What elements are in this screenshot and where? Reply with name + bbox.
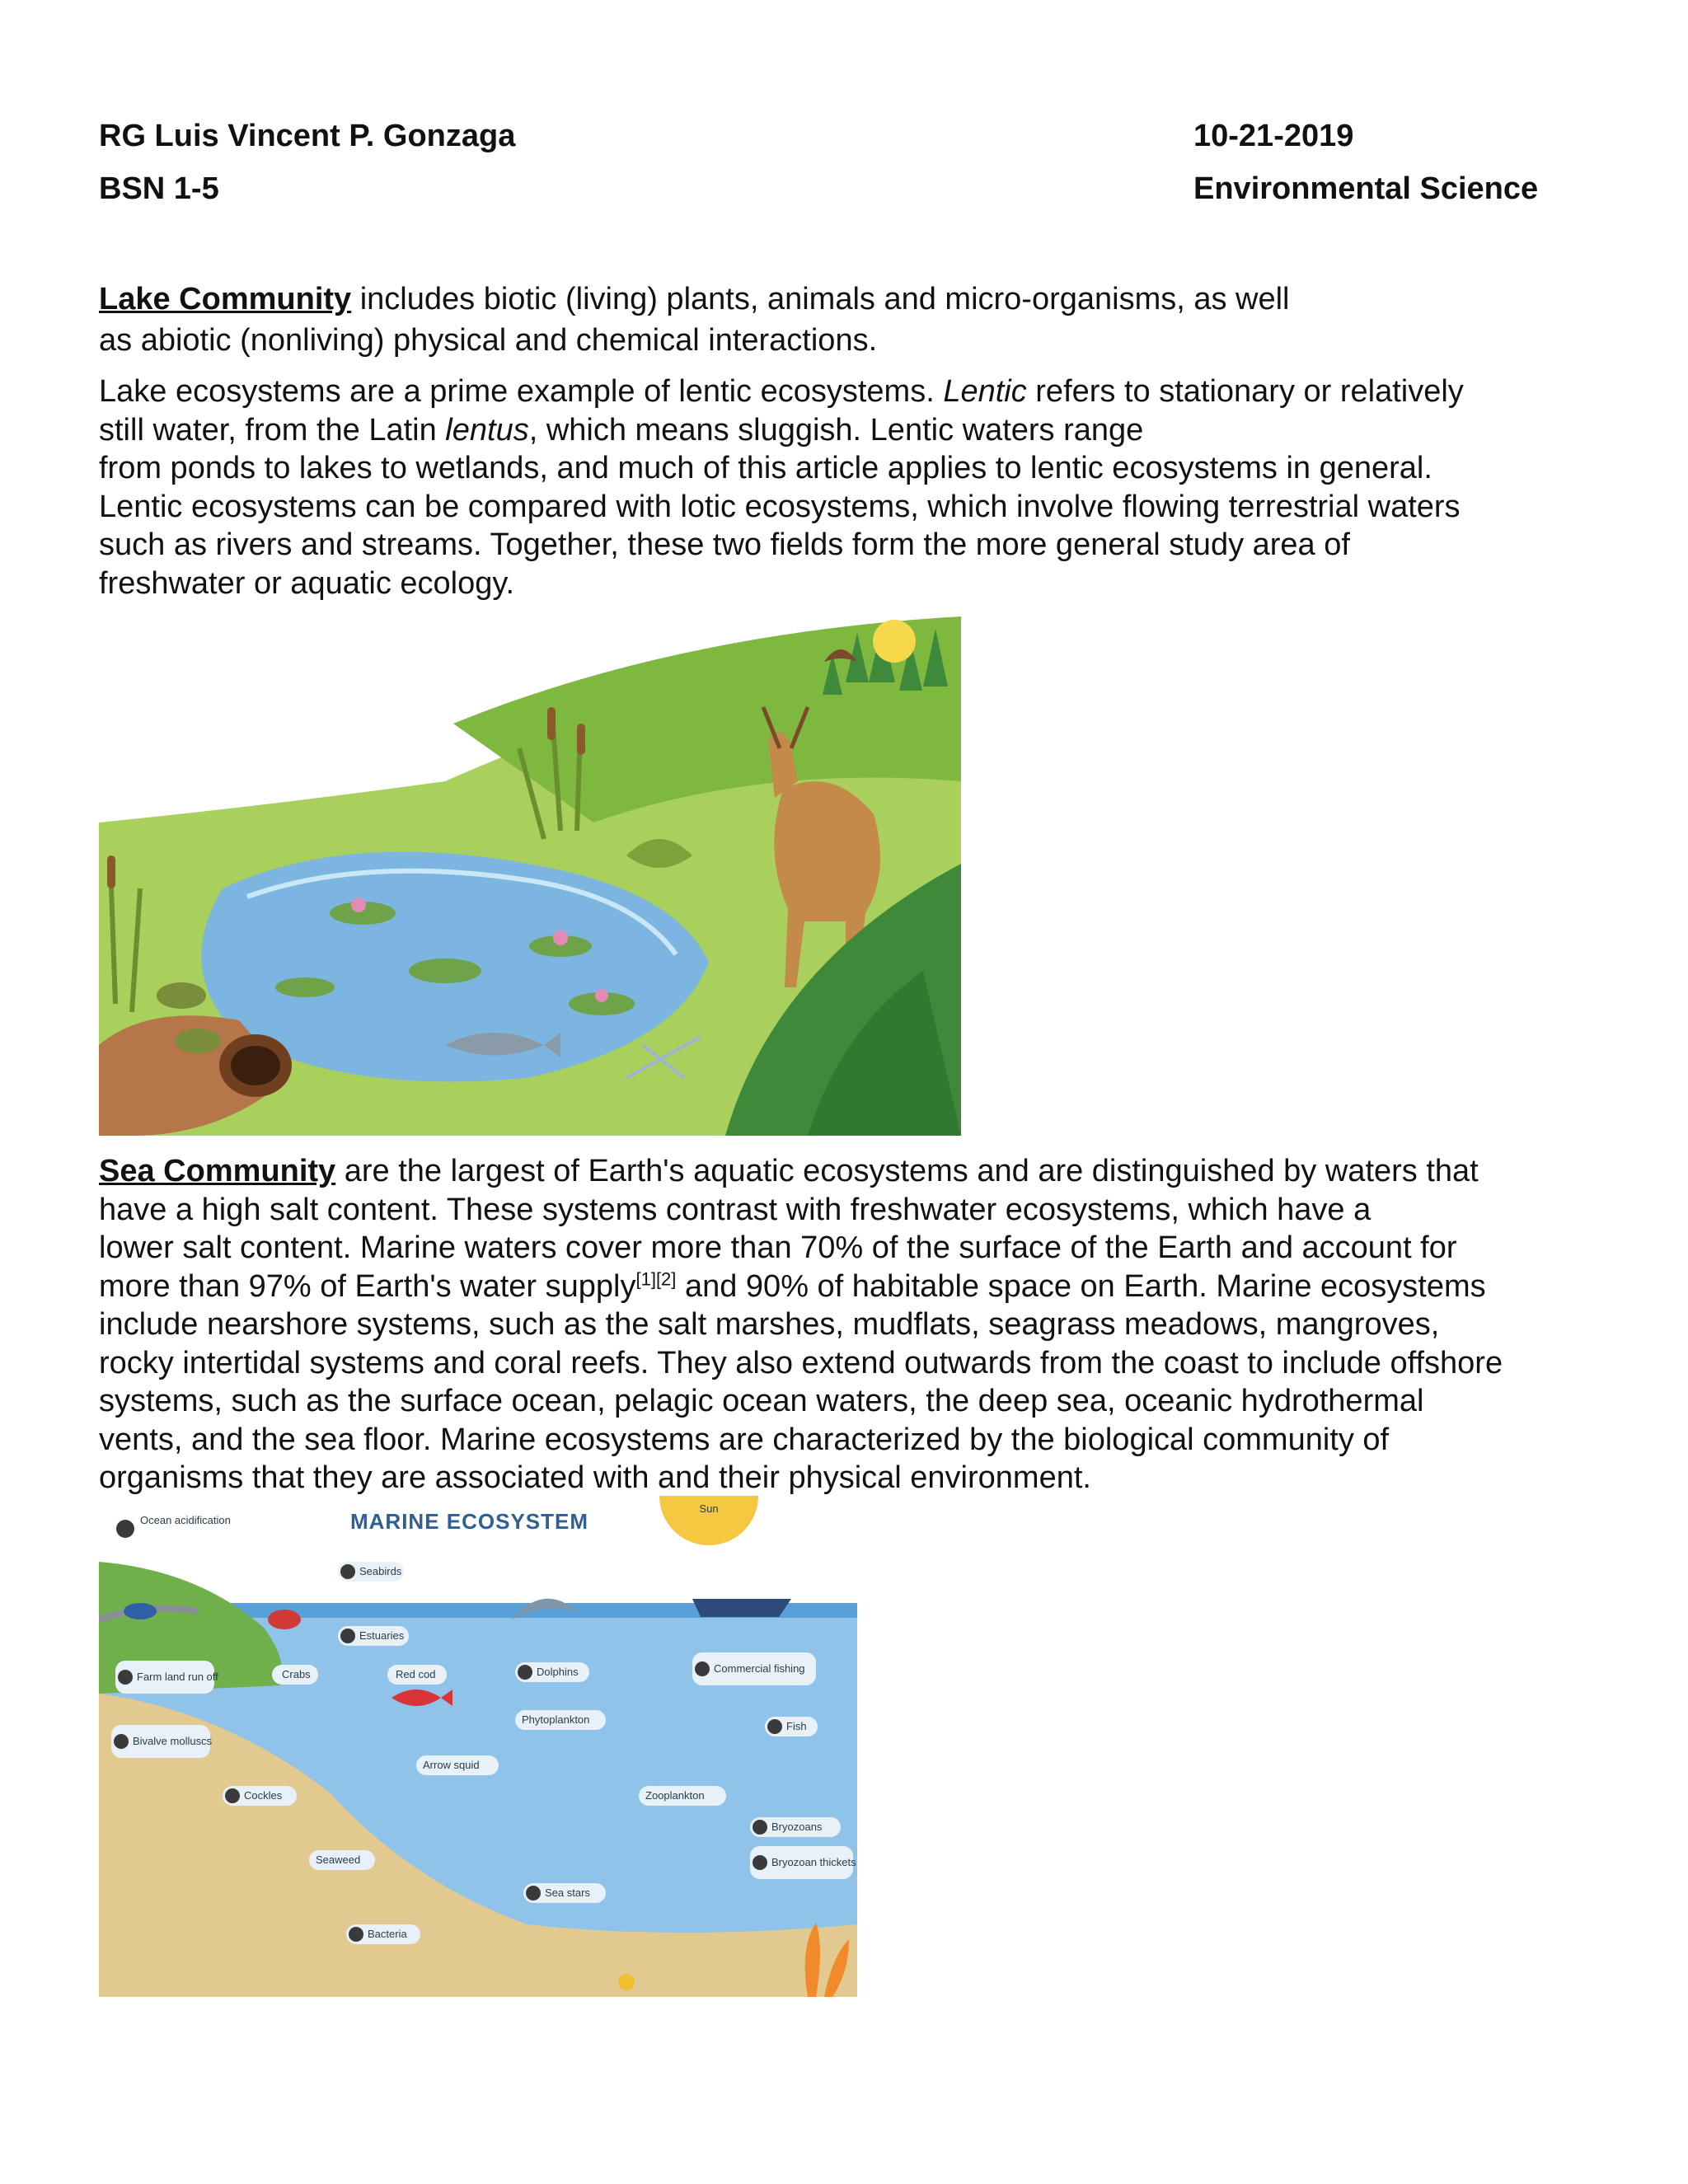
seaweed-label bbox=[309, 1850, 375, 1870]
fish-label bbox=[765, 1717, 818, 1736]
text-line bbox=[99, 1268, 1599, 1306]
text-line: freshwater or aquatic ecology. bbox=[99, 565, 515, 601]
sea-stars-label bbox=[523, 1883, 606, 1903]
text-line bbox=[99, 411, 1599, 450]
svg-text:Phytoplankton: Phytoplankton bbox=[522, 1713, 590, 1726]
svg-text:Ocean acidification: Ocean acidification bbox=[140, 1514, 231, 1526]
red-cod-label bbox=[387, 1665, 447, 1685]
svg-text:Dolphins: Dolphins bbox=[537, 1666, 579, 1678]
bryozoan-thickets-label bbox=[750, 1846, 856, 1879]
zooplankton-label bbox=[639, 1786, 726, 1806]
text-line bbox=[99, 279, 1599, 320]
svg-text:Crabs: Crabs bbox=[282, 1668, 311, 1680]
svg-text:Seaweed: Seaweed bbox=[316, 1854, 361, 1866]
svg-text:Zooplankton: Zooplankton bbox=[645, 1789, 705, 1802]
svg-text:Sea stars: Sea stars bbox=[545, 1886, 590, 1899]
text-line: vents, and the sea floor. Marine ecosystems are characterized by the biological community of bbox=[99, 1422, 1390, 1457]
citation-ref: [1][2] bbox=[635, 1268, 677, 1289]
text-line: organisms that they are associated with and their physical environment. bbox=[99, 1460, 1091, 1495]
cockles-label bbox=[223, 1786, 297, 1806]
svg-text:Seabirds: Seabirds bbox=[359, 1565, 402, 1577]
arrow-squid-label bbox=[416, 1755, 499, 1775]
class-section: BSN 1-5 bbox=[99, 171, 219, 206]
lake-ecosystem-illustration bbox=[99, 616, 961, 1136]
phytoplankton-label bbox=[515, 1710, 606, 1730]
svg-text:Bryozoan thickets: Bryozoan thickets bbox=[771, 1856, 856, 1868]
subject-title: Environmental Science bbox=[1193, 171, 1539, 206]
text-line: rocky intertidal systems and coral reefs. They also extend outwards from the coast to include offshore bbox=[99, 1345, 1503, 1380]
text-line: as abiotic (nonliving) physical and chemical interactions. bbox=[99, 323, 878, 358]
sea-community-heading: Sea Community bbox=[99, 1154, 336, 1188]
sea-paragraph bbox=[99, 1152, 1599, 1497]
bivalve-label bbox=[111, 1725, 213, 1758]
text-run: refers to stationary or relatively bbox=[1026, 374, 1464, 409]
svg-text:Fish: Fish bbox=[786, 1720, 807, 1732]
text-line bbox=[99, 1152, 1599, 1191]
svg-text:Bivalve molluscs: Bivalve molluscs bbox=[133, 1735, 213, 1747]
bacteria-label bbox=[346, 1924, 420, 1944]
farm-land-label bbox=[115, 1661, 218, 1694]
text-run: includes biotic (living) plants, animals and micro-organisms, as well bbox=[351, 282, 1290, 316]
text-run: and 90% of habitable space on Earth. Marine ecosystems bbox=[676, 1268, 1486, 1304]
text-line: such as rivers and streams. Together, these two fields form the more general study area of bbox=[99, 527, 1350, 562]
text-line bbox=[99, 373, 1599, 411]
svg-text:Cockles: Cockles bbox=[244, 1789, 283, 1802]
text-line: include nearshore systems, such as the salt marshes, mudflats, seagrass meadows, mangroves, bbox=[99, 1307, 1440, 1342]
dolphins-label bbox=[515, 1662, 589, 1682]
crabs-label bbox=[272, 1665, 318, 1685]
text-run: still water, from the Latin bbox=[99, 412, 446, 448]
marine-title: MARINE ECOSYSTEM bbox=[350, 1509, 589, 1534]
svg-text:Bacteria: Bacteria bbox=[368, 1928, 407, 1940]
sun-label: Sun bbox=[699, 1502, 719, 1515]
bryozoans-label bbox=[750, 1817, 841, 1837]
text-run: are the largest of Earth's aquatic ecosystems and are distinguished by waters that bbox=[335, 1154, 1479, 1188]
italic-term: lentus bbox=[445, 412, 529, 448]
text-line: lower salt content. Marine waters cover more than 70% of the surface of the Earth and account for bbox=[99, 1230, 1457, 1265]
estuaries-label bbox=[338, 1626, 409, 1646]
lake-body-paragraph bbox=[99, 373, 1599, 602]
commercial-fishing-label bbox=[692, 1652, 816, 1685]
svg-text:Estuaries: Estuaries bbox=[359, 1629, 405, 1642]
document-date: 10-21-2019 bbox=[1193, 119, 1354, 153]
text-run: more than 97% of Earth's water supply bbox=[99, 1268, 636, 1304]
svg-text:Arrow squid: Arrow squid bbox=[423, 1759, 480, 1771]
text-run: , which means sluggish. Lentic waters range bbox=[528, 412, 1144, 448]
text-line: from ponds to lakes to wetlands, and much of this article applies to lentic ecosystems in general. bbox=[99, 451, 1432, 485]
svg-text:Commercial fishing: Commercial fishing bbox=[714, 1662, 805, 1675]
lake-intro-paragraph bbox=[99, 279, 1599, 361]
text-line: systems, such as the surface ocean, pelagic ocean waters, the deep sea, oceanic hydrothermal bbox=[99, 1384, 1424, 1418]
seabirds-label bbox=[338, 1562, 404, 1582]
text-line: Lentic ecosystems can be compared with lotic ecosystems, which involve flowing terrestrial waters bbox=[99, 489, 1461, 524]
text-run: Lake ecosystems are a prime example of lentic ecosystems. bbox=[99, 374, 944, 409]
text-line: have a high salt content. These systems contrast with freshwater ecosystems, which have a bbox=[99, 1192, 1372, 1227]
italic-term: Lentic bbox=[943, 374, 1027, 409]
svg-text:Bryozoans: Bryozoans bbox=[771, 1821, 823, 1833]
author-name: RG Luis Vincent P. Gonzaga bbox=[99, 119, 516, 153]
lake-community-heading: Lake Community bbox=[99, 282, 352, 316]
marine-ecosystem-illustration bbox=[99, 1496, 857, 1997]
svg-text:Farm land run off: Farm land run off bbox=[137, 1671, 218, 1683]
svg-text:Red cod: Red cod bbox=[396, 1668, 436, 1680]
